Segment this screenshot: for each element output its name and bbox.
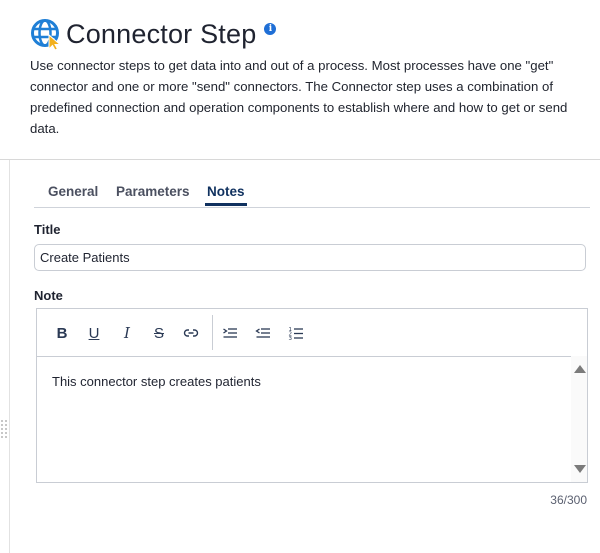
resize-rail bbox=[0, 160, 10, 553]
tab-bar bbox=[34, 182, 590, 208]
link-icon bbox=[183, 325, 199, 341]
toolbar-divider bbox=[212, 315, 213, 350]
bold-icon: B bbox=[56, 324, 68, 342]
bold-button[interactable] bbox=[52, 323, 72, 343]
scroll-up-icon[interactable] bbox=[574, 365, 586, 373]
page-title: Connector Step bbox=[66, 18, 257, 49]
tab-parameters[interactable]: Parameters bbox=[116, 184, 190, 199]
title-input[interactable] bbox=[34, 244, 586, 271]
step-header bbox=[0, 0, 600, 160]
svg-text:3: 3 bbox=[288, 336, 292, 341]
numbered-list-button[interactable] bbox=[286, 323, 306, 343]
title-label: Title bbox=[34, 222, 61, 237]
italic-button[interactable] bbox=[117, 323, 137, 343]
svg-text:2: 2 bbox=[288, 331, 292, 338]
italic-icon: I bbox=[124, 324, 130, 342]
outdent-icon bbox=[255, 325, 271, 341]
info-icon[interactable]: i bbox=[264, 23, 276, 35]
underline-button[interactable] bbox=[84, 323, 104, 343]
strikethrough-icon: S bbox=[153, 324, 164, 342]
indent-icon bbox=[222, 325, 238, 341]
svg-text:1: 1 bbox=[288, 327, 292, 333]
outdent-button[interactable] bbox=[253, 323, 273, 343]
note-editor bbox=[36, 308, 588, 483]
scroll-down-icon[interactable] bbox=[574, 465, 586, 473]
strikethrough-button[interactable] bbox=[149, 323, 169, 343]
numbered-list-icon bbox=[288, 325, 304, 341]
drag-handle-icon[interactable] bbox=[0, 420, 8, 440]
step-description: Use connector steps to get data into and out of a process. Most processes have one "get" connector and one or more "send" connectors. The Connector step uses a combination of predefined connection and operation components to establish where and how to get or send data. bbox=[30, 58, 568, 136]
character-counter: 36/300 bbox=[550, 493, 587, 507]
indent-button[interactable] bbox=[220, 323, 240, 343]
link-button[interactable] bbox=[181, 323, 201, 343]
underline-icon: U bbox=[88, 324, 100, 342]
note-scrollbar[interactable] bbox=[571, 356, 587, 482]
note-label: Note bbox=[34, 288, 63, 303]
editor-toolbar bbox=[37, 309, 587, 357]
note-textarea[interactable]: This connector step creates patients bbox=[52, 374, 261, 389]
globe-connector-icon bbox=[30, 18, 62, 50]
tab-notes[interactable]: Notes bbox=[205, 182, 247, 206]
title-row bbox=[30, 14, 276, 54]
tab-general[interactable]: General bbox=[48, 184, 99, 199]
